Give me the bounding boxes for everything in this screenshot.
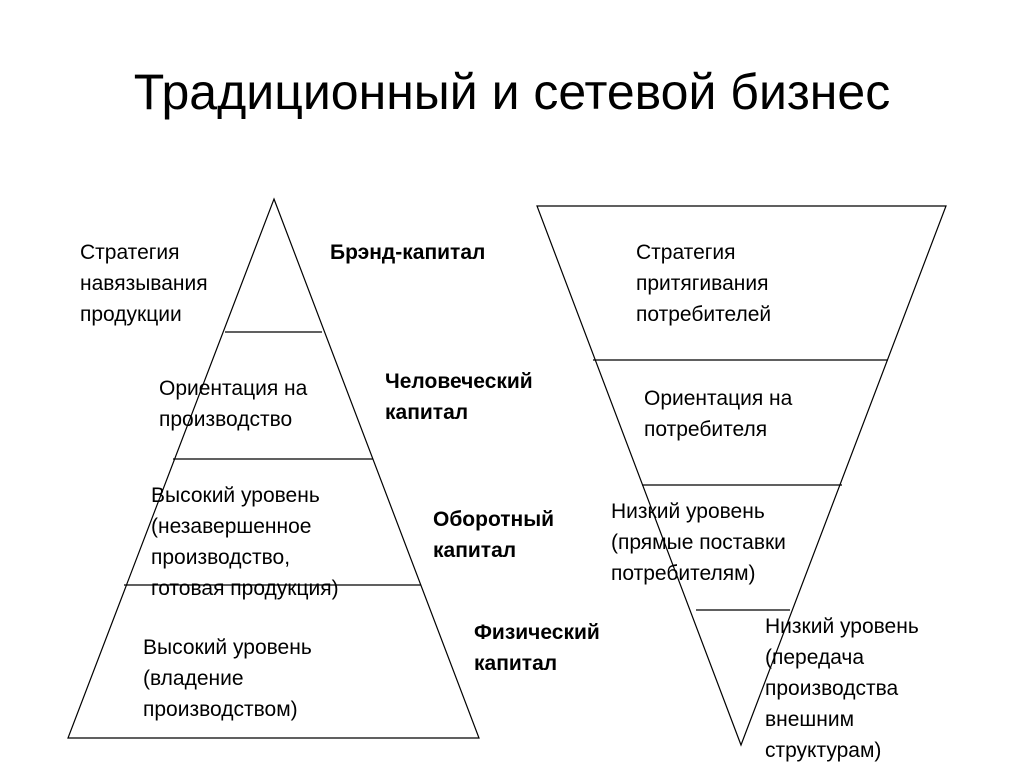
- capital-label-brand: Брэнд-капитал: [330, 241, 486, 264]
- capital-label-working: Оборотный капитал: [433, 508, 555, 562]
- capital-label-human: Человеческий капитал: [385, 370, 533, 424]
- network-level-1-label: Стратегия притягивания потребителей: [636, 241, 772, 326]
- traditional-level-4-label: Высокий уровень (владение производством): [143, 636, 312, 721]
- page-title: Традиционный и сетевой бизнес: [133, 64, 891, 120]
- traditional-level-1-label: Стратегия навязывания продукции: [80, 241, 208, 326]
- capital-label-physical: Физический капитал: [474, 621, 600, 675]
- network-level-3-label: Низкий уровень (прямые поставки потребителям): [611, 500, 786, 585]
- traditional-level-3-label: Высокий уровень (незавершенное производство, готовая продукция): [151, 484, 339, 600]
- traditional-level-2-label: Ориентация на производство: [159, 377, 308, 431]
- network-level-4-label: Низкий уровень (передача производства внешним структурам): [765, 615, 919, 762]
- network-level-2-label: Ориентация на потребителя: [644, 387, 793, 441]
